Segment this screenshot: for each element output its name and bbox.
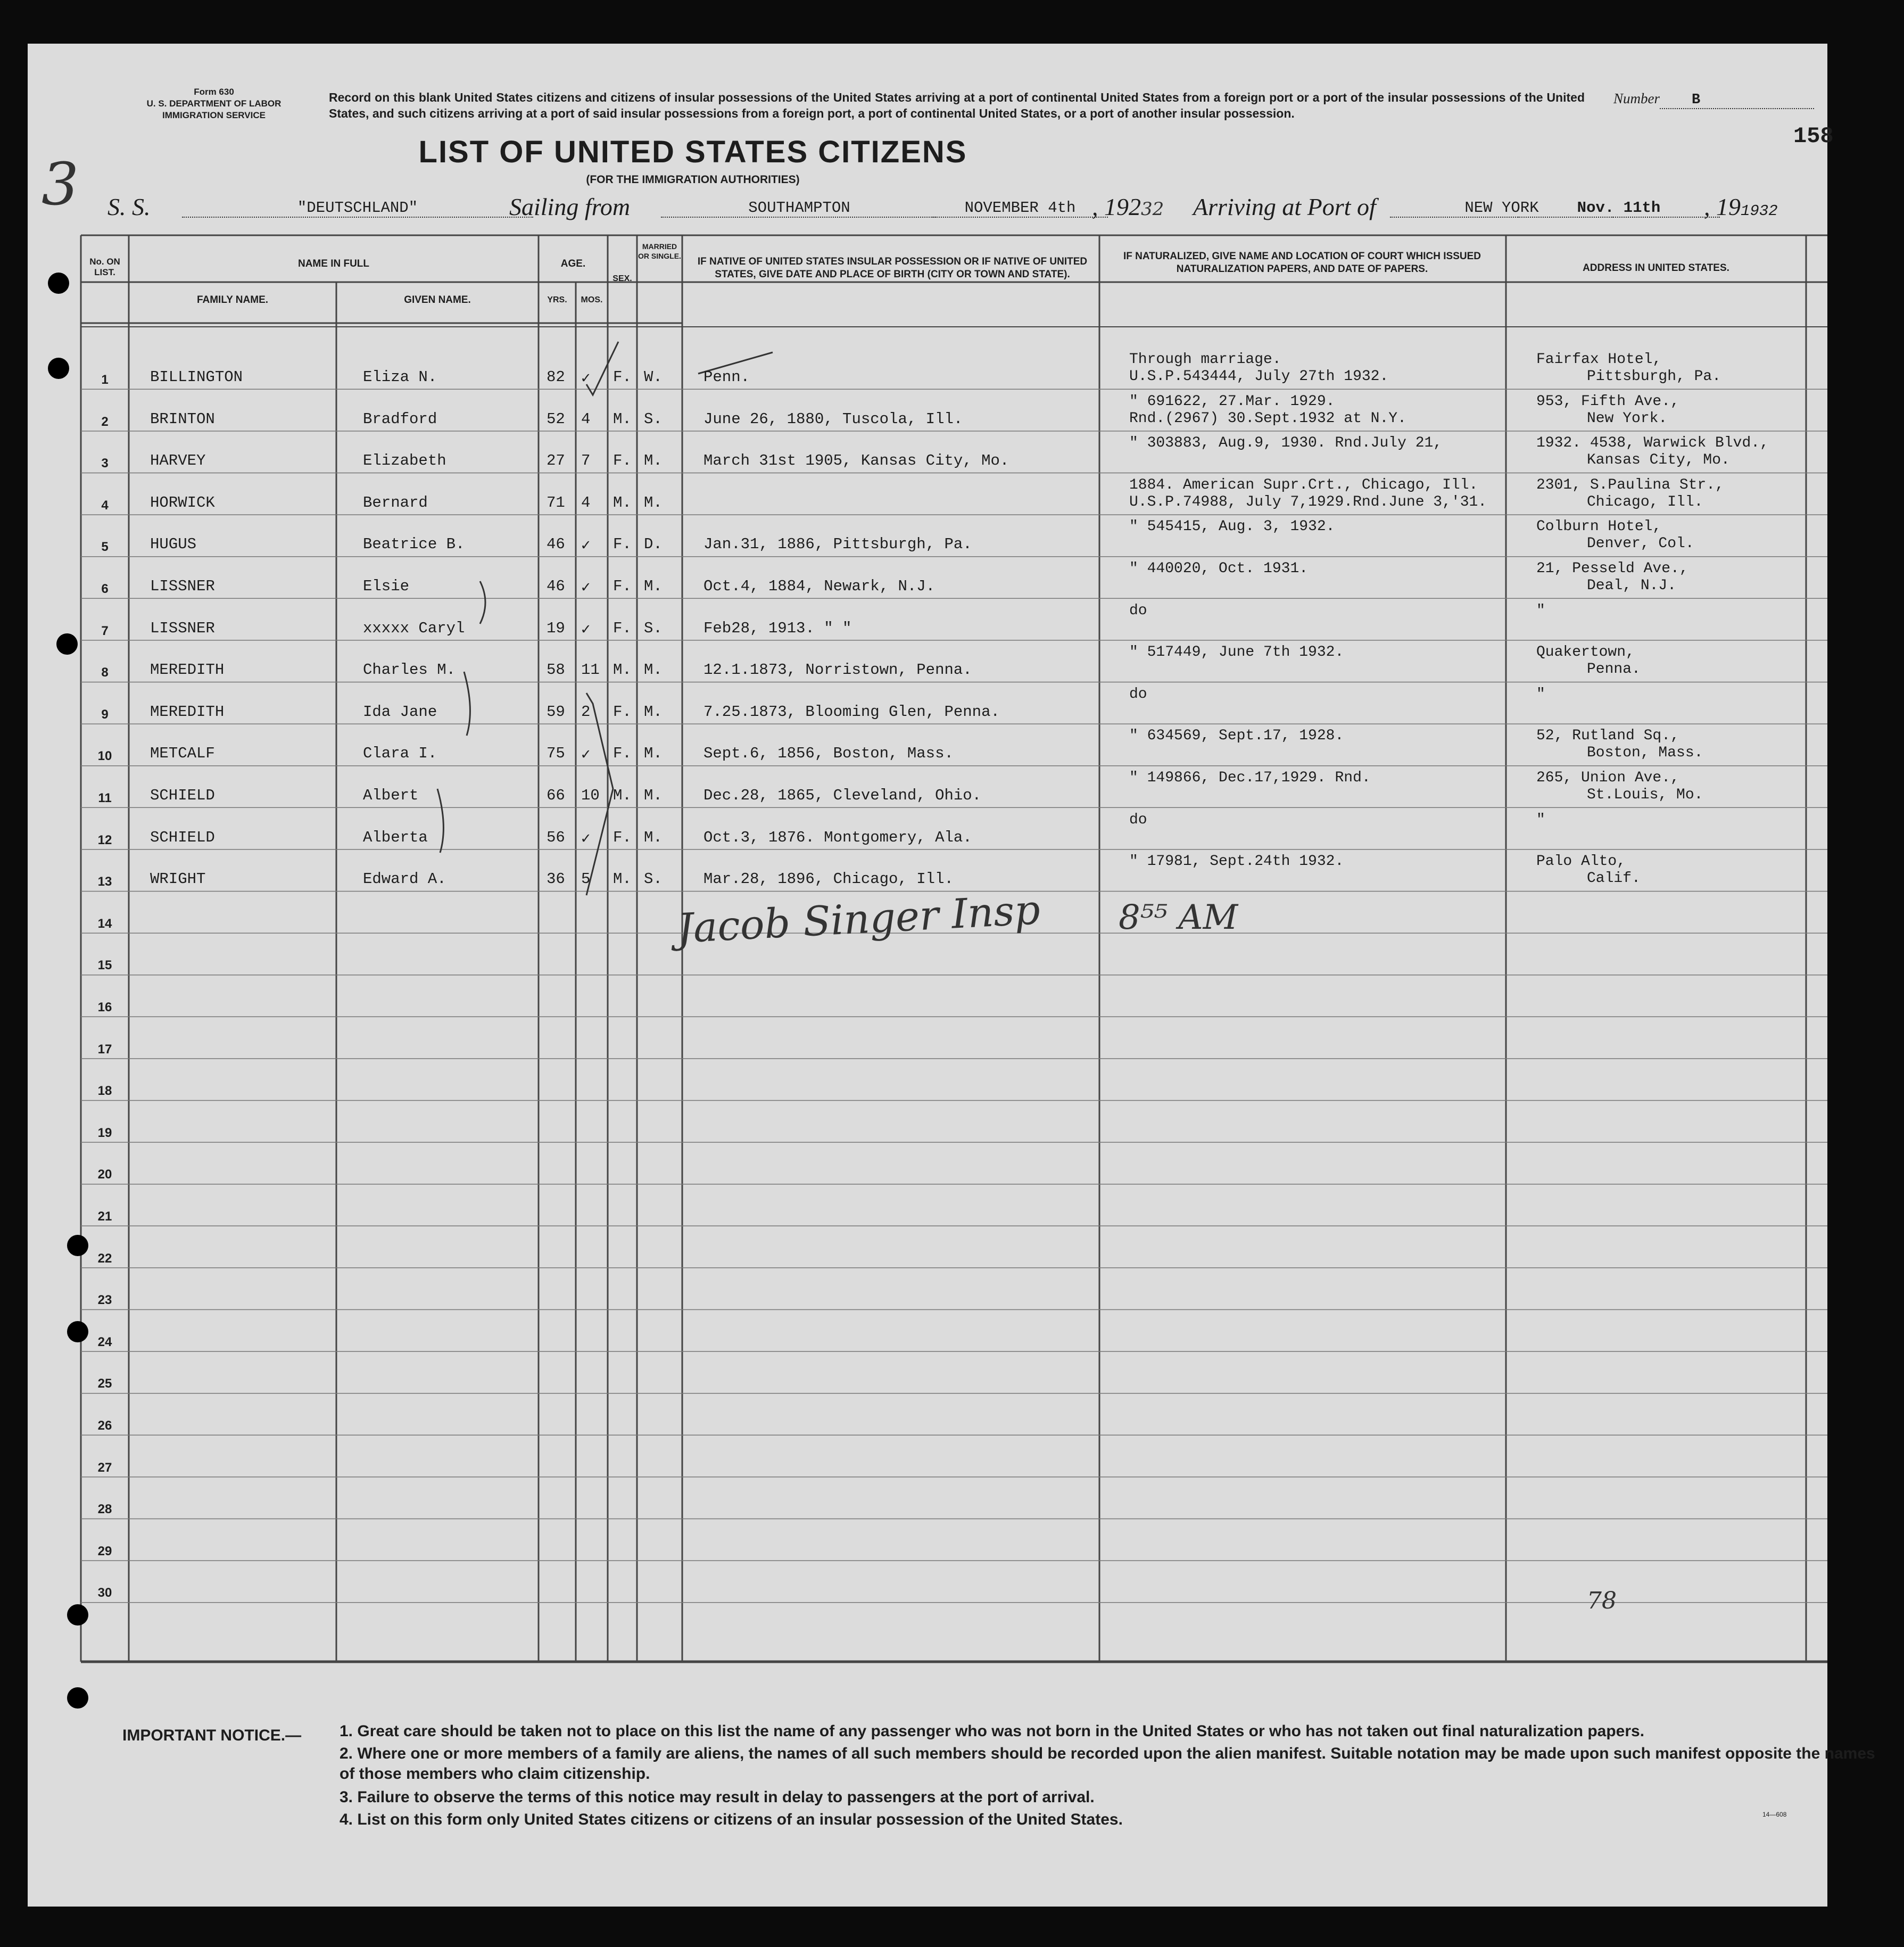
punch-hole bbox=[48, 358, 69, 379]
address-cell: Fairfax Hotel, bbox=[1536, 351, 1662, 368]
age-months-cell: 2 bbox=[581, 703, 591, 721]
form-number: Form 630 bbox=[194, 87, 234, 97]
sex-cell: M. bbox=[613, 410, 632, 428]
row-number: 13 bbox=[97, 874, 112, 889]
family-name-cell: HORWICK bbox=[150, 493, 215, 512]
arrival-port: NEW YORK bbox=[1390, 199, 1613, 218]
notice-item-4: 4. List on this form only United States citizens or citizens of an insular possession of the United States. bbox=[340, 1811, 1123, 1828]
table-grid-lines bbox=[28, 44, 1827, 1907]
row-number: 9 bbox=[101, 707, 109, 722]
address-cell: Denver, Col. bbox=[1587, 535, 1694, 552]
birth-details-cell: March 31st 1905, Kansas City, Mo. bbox=[703, 452, 1009, 470]
page-number: 158 bbox=[1793, 123, 1834, 149]
sex-cell: F. bbox=[613, 703, 632, 721]
age-years-cell: 66 bbox=[547, 787, 565, 804]
family-name-cell: SCHIELD bbox=[150, 787, 215, 804]
address-cell: " bbox=[1536, 811, 1545, 828]
marital-status-cell: M. bbox=[644, 703, 663, 721]
row-number: 25 bbox=[97, 1376, 112, 1391]
address-cell: Chicago, Ill. bbox=[1587, 493, 1703, 510]
row-number: 29 bbox=[97, 1544, 112, 1558]
address-cell: 953, Fifth Ave., bbox=[1536, 393, 1679, 410]
given-name-cell: Bradford bbox=[363, 410, 437, 428]
age-years-cell: 75 bbox=[547, 745, 565, 763]
punch-hole bbox=[67, 1687, 88, 1709]
given-name-cell: Albert bbox=[363, 787, 419, 804]
row-number: 30 bbox=[97, 1586, 112, 1600]
address-cell: 21, Pesseld Ave., bbox=[1536, 560, 1688, 577]
address-cell: Kansas City, Mo. bbox=[1587, 452, 1730, 469]
age-years-cell: 71 bbox=[547, 493, 565, 512]
row-number: 20 bbox=[97, 1167, 112, 1182]
punch-hole bbox=[67, 1235, 88, 1256]
address-cell: St.Louis, Mo. bbox=[1587, 787, 1703, 803]
age-months-cell: 10 bbox=[581, 787, 600, 804]
age-months-cell: ✓ bbox=[581, 537, 591, 555]
service-name: IMMIGRATION SERVICE bbox=[162, 110, 266, 120]
address-cell: 52, Rutland Sq., bbox=[1536, 728, 1679, 745]
arrival-year-suffix: 1932 bbox=[1741, 202, 1778, 220]
sex-cell: M. bbox=[613, 493, 632, 512]
arrival-year-prefix: , 19 bbox=[1704, 193, 1741, 220]
punch-hole bbox=[48, 273, 69, 294]
address-cell: Palo Alto, bbox=[1536, 853, 1626, 870]
row-number: 3 bbox=[101, 456, 109, 471]
row-number: 22 bbox=[97, 1251, 112, 1266]
address-cell: Deal, N.J. bbox=[1587, 578, 1677, 594]
birth-details-cell: Jan.31, 1886, Pittsburgh, Pa. bbox=[703, 535, 972, 554]
address-cell: New York. bbox=[1587, 410, 1668, 427]
address-cell: " bbox=[1536, 686, 1545, 703]
address-cell: Quakertown, bbox=[1536, 644, 1635, 661]
inspection-time: 8⁵⁵ AM bbox=[1119, 898, 1238, 937]
marital-status-cell: M. bbox=[644, 661, 663, 679]
given-name-cell: Bernard bbox=[363, 493, 428, 512]
address-cell: Boston, Mass. bbox=[1587, 745, 1703, 762]
family-name-cell: LISSNER bbox=[150, 578, 215, 595]
departure-year-prefix: , 192 bbox=[1092, 193, 1141, 220]
birth-details-cell: Oct.4, 1884, Newark, N.J. bbox=[703, 578, 936, 595]
birth-details-cell: Oct.3, 1876. Montgomery, Ala. bbox=[703, 828, 972, 846]
age-years-cell: 56 bbox=[547, 828, 565, 846]
row-number: 2 bbox=[101, 414, 109, 429]
row-number: 7 bbox=[101, 623, 109, 638]
naturalization-cell: " 149866, Dec.17,1929. Rnd. bbox=[1129, 770, 1371, 786]
family-name-cell: HARVEY bbox=[150, 452, 206, 470]
row-number: 1 bbox=[101, 373, 109, 387]
given-name-cell: xxxxx Caryl bbox=[363, 619, 465, 637]
marital-status-cell: M. bbox=[644, 828, 663, 846]
birth-details-cell: 12.1.1873, Norristown, Penna. bbox=[703, 661, 972, 679]
row-number: 26 bbox=[97, 1418, 112, 1433]
form-code: 14—608 bbox=[1762, 1811, 1787, 1818]
naturalization-cell: do bbox=[1129, 602, 1147, 619]
punch-hole bbox=[56, 633, 78, 655]
arrival-date: Nov. 11th bbox=[1518, 199, 1720, 218]
header-address: ADDRESS IN UNITED STATES. bbox=[1583, 262, 1729, 274]
row-number: 12 bbox=[97, 832, 112, 847]
age-months-cell: ✓ bbox=[581, 621, 591, 639]
age-years-cell: 19 bbox=[547, 619, 565, 637]
age-years-cell: 46 bbox=[547, 535, 565, 554]
sex-cell: M. bbox=[613, 787, 632, 804]
naturalization-cell: " 691622, 27.Mar. 1929. bbox=[1129, 393, 1335, 410]
row-number: 16 bbox=[97, 1000, 112, 1014]
sex-cell: M. bbox=[613, 661, 632, 679]
sex-cell: F. bbox=[613, 578, 632, 595]
marital-status-cell: S. bbox=[644, 619, 663, 637]
naturalization-cell: " 545415, Aug. 3, 1932. bbox=[1129, 518, 1335, 535]
sex-cell: M. bbox=[613, 870, 632, 888]
given-name-cell: Elizabeth bbox=[363, 452, 446, 470]
address-cell: 265, Union Ave., bbox=[1536, 770, 1679, 786]
family-name-cell: METCALF bbox=[150, 745, 215, 763]
notice-item-1: 1. Great care should be taken not to place on this list the name of any passenger who was not born in the United States or who has not taken out final naturalization papers. bbox=[340, 1722, 1645, 1740]
inspector-signature: Jacob Singer Insp bbox=[676, 886, 1041, 952]
given-name-cell: Edward A. bbox=[363, 870, 446, 888]
punch-hole bbox=[67, 1604, 88, 1626]
naturalization-cell: U.S.P.74988, July 7,1929.Rnd.June 3,'31. bbox=[1129, 493, 1487, 510]
sex-cell: F. bbox=[613, 828, 632, 846]
header-name-in-full: NAME IN FULL bbox=[297, 258, 370, 269]
family-name-cell: BILLINGTON bbox=[150, 368, 243, 386]
naturalization-cell: " 17981, Sept.24th 1932. bbox=[1129, 853, 1344, 870]
row-number: 5 bbox=[101, 540, 109, 555]
family-name-cell: MEREDITH bbox=[150, 661, 225, 679]
given-name-cell: Elsie bbox=[363, 578, 410, 595]
departure-date: NOVEMBER 4th bbox=[932, 199, 1108, 218]
marital-status-cell: M. bbox=[644, 493, 663, 512]
header-birth-details: IF NATIVE OF UNITED STATES INSULAR POSSESSION OR IF NATIVE OF UNITED STATES, GIVE DATE AND PLACE OF BIRTH (CITY OR TOWN AND STATE). bbox=[697, 256, 1088, 280]
manifest-page bbox=[28, 44, 1875, 1907]
arriving-label: Arriving at Port of bbox=[1193, 193, 1376, 220]
marital-status-cell: M. bbox=[644, 745, 663, 763]
header-marital-status: MARRIED OR SINGLE. bbox=[638, 242, 681, 260]
ship-label: S. S. bbox=[107, 193, 151, 220]
marital-status-cell: D. bbox=[644, 535, 663, 554]
row-number: 4 bbox=[101, 498, 109, 513]
birth-details-cell: Penn. bbox=[703, 368, 750, 386]
given-name-cell: Ida Jane bbox=[363, 703, 437, 721]
address-cell: Colburn Hotel, bbox=[1536, 518, 1662, 535]
naturalization-cell: Rnd.(2967) 30.Sept.1932 at N.Y. bbox=[1129, 410, 1406, 427]
row-number: 18 bbox=[97, 1084, 112, 1099]
age-years-cell: 46 bbox=[547, 578, 565, 595]
naturalization-cell: " 440020, Oct. 1931. bbox=[1129, 560, 1309, 577]
department-name: U. S. DEPARTMENT OF LABOR bbox=[146, 98, 282, 109]
row-number: 14 bbox=[97, 916, 112, 931]
birth-details-cell: Feb28, 1913. " " bbox=[703, 619, 852, 637]
departure-year-suffix: 32 bbox=[1141, 199, 1164, 220]
sex-cell: F. bbox=[613, 745, 632, 763]
age-months-cell: 11 bbox=[581, 661, 600, 679]
row-number: 8 bbox=[101, 665, 109, 680]
row-number: 24 bbox=[97, 1334, 112, 1349]
marital-status-cell: W. bbox=[644, 368, 663, 386]
punch-hole bbox=[67, 1321, 88, 1342]
address-cell: Calif. bbox=[1587, 870, 1641, 887]
age-months-cell: 4 bbox=[581, 410, 591, 428]
naturalization-cell: 1884. American Supr.Crt., Chicago, Ill. bbox=[1129, 476, 1478, 493]
marital-status-cell: M. bbox=[644, 787, 663, 804]
header-years: YRS. bbox=[547, 295, 567, 304]
age-years-cell: 36 bbox=[547, 870, 565, 888]
page-subtitle: (FOR THE IMMIGRATION AUTHORITIES) bbox=[586, 174, 800, 186]
header-list-number: No. ON LIST. bbox=[89, 257, 120, 277]
header-months: MOS. bbox=[581, 295, 603, 304]
sex-cell: F. bbox=[613, 452, 632, 470]
birth-details-cell: June 26, 1880, Tuscola, Ill. bbox=[703, 410, 963, 428]
naturalization-cell: Through marriage. bbox=[1129, 351, 1281, 368]
sex-cell: F. bbox=[613, 535, 632, 554]
page-title: LIST OF UNITED STATES CITIZENS bbox=[418, 135, 967, 169]
age-months-cell: 4 bbox=[581, 493, 591, 512]
age-months-cell: ✓ bbox=[581, 746, 591, 764]
list-number-label: Number bbox=[1613, 90, 1660, 106]
age-months-cell: 5 bbox=[581, 870, 591, 888]
header-given-name: GIVEN NAME. bbox=[404, 294, 471, 306]
family-name-cell: HUGUS bbox=[150, 535, 197, 554]
marital-status-cell: S. bbox=[644, 870, 663, 888]
naturalization-cell: do bbox=[1129, 686, 1147, 703]
age-years-cell: 82 bbox=[547, 368, 565, 386]
sailing-from-label: Sailing from bbox=[509, 193, 631, 220]
header-family-name: FAMILY NAME. bbox=[196, 294, 269, 306]
header-sex: SEX. bbox=[612, 274, 632, 283]
family-name-cell: WRIGHT bbox=[150, 870, 206, 888]
birth-details-cell: Sept.6, 1856, Boston, Mass. bbox=[703, 745, 954, 763]
row-number: 11 bbox=[98, 791, 112, 805]
given-name-cell: Beatrice B. bbox=[363, 535, 465, 554]
row-number: 28 bbox=[97, 1502, 112, 1517]
naturalization-cell: " 517449, June 7th 1932. bbox=[1129, 644, 1344, 661]
notice-item-3: 3. Failure to observe the terms of this notice may result in delay to passengers at the port of arrival. bbox=[340, 1788, 1095, 1806]
row-number: 17 bbox=[97, 1042, 112, 1057]
age-months-cell: ✓ bbox=[581, 830, 591, 848]
family-name-cell: SCHIELD bbox=[150, 828, 215, 846]
header-age: AGE. bbox=[560, 258, 586, 269]
naturalization-cell: " 303883, Aug.9, 1930. Rnd.July 21, bbox=[1129, 435, 1443, 452]
address-cell: 2301, S.Paulina Str., bbox=[1536, 476, 1724, 493]
age-months-cell: 7 bbox=[581, 452, 591, 470]
age-years-cell: 27 bbox=[547, 452, 565, 470]
age-months-cell: ✓ bbox=[581, 370, 591, 387]
row-number: 15 bbox=[97, 958, 112, 973]
row-number: 6 bbox=[101, 582, 109, 596]
family-name-cell: LISSNER bbox=[150, 619, 215, 637]
given-name-cell: Charles M. bbox=[363, 661, 456, 679]
notice-heading: IMPORTANT NOTICE.— bbox=[122, 1727, 302, 1744]
address-cell: " bbox=[1536, 602, 1545, 619]
ship-name: "DEUTSCHLAND" bbox=[182, 199, 533, 218]
row-number: 27 bbox=[97, 1460, 112, 1475]
row-number: 21 bbox=[97, 1209, 112, 1224]
marital-status-cell: S. bbox=[644, 410, 663, 428]
handwritten-corner-mark: 3 bbox=[42, 150, 79, 218]
marital-status-cell: M. bbox=[644, 452, 663, 470]
age-months-cell: ✓ bbox=[581, 579, 591, 597]
sex-cell: F. bbox=[613, 368, 632, 386]
row-number: 23 bbox=[97, 1293, 112, 1308]
naturalization-cell: " 634569, Sept.17, 1928. bbox=[1129, 728, 1344, 745]
family-name-cell: MEREDITH bbox=[150, 703, 225, 721]
birth-details-cell: Mar.28, 1896, Chicago, Ill. bbox=[703, 870, 954, 888]
address-cell: Pittsburgh, Pa. bbox=[1587, 368, 1721, 385]
row-number: 19 bbox=[97, 1125, 112, 1140]
header-naturalization: IF NATURALIZED, GIVE NAME AND LOCATION OF COURT WHICH ISSUED NATURALIZATION PAPERS, AND DATE OF PAPERS. bbox=[1123, 251, 1481, 275]
naturalization-cell: do bbox=[1129, 811, 1147, 828]
age-years-cell: 59 bbox=[547, 703, 565, 721]
passenger-count-note: 78 bbox=[1587, 1587, 1617, 1614]
family-name-cell: BRINTON bbox=[150, 410, 215, 428]
given-name-cell: Alberta bbox=[363, 828, 428, 846]
row-number: 10 bbox=[97, 749, 112, 764]
marital-status-cell: M. bbox=[644, 578, 663, 595]
form-instructions: Record on this blank United States citizens and citizens of insular possessions of the United States arriving at a port of continental United States from a foreign port or a port of the insular possessions of the United States, and such citizens arriving at a port of said insular possessions from a foreign port, a port of continental United States, or a port of another insular possession. bbox=[329, 90, 1585, 120]
sex-cell: F. bbox=[613, 619, 632, 637]
naturalization-cell: U.S.P.543444, July 27th 1932. bbox=[1129, 368, 1389, 385]
address-cell: 1932. 4538, Warwick Blvd., bbox=[1536, 435, 1769, 452]
list-number-value: B bbox=[1660, 92, 1814, 109]
address-cell: Penna. bbox=[1587, 661, 1641, 678]
age-years-cell: 52 bbox=[547, 410, 565, 428]
departure-port: SOUTHAMPTON bbox=[661, 199, 938, 218]
birth-details-cell: Dec.28, 1865, Cleveland, Ohio. bbox=[703, 787, 982, 804]
age-years-cell: 58 bbox=[547, 661, 565, 679]
given-name-cell: Clara I. bbox=[363, 745, 437, 763]
birth-details-cell: 7.25.1873, Blooming Glen, Penna. bbox=[703, 703, 1000, 721]
given-name-cell: Eliza N. bbox=[363, 368, 437, 386]
notice-item-2: 2. Where one or more members of a family are aliens, the names of all such members should be recorded upon the alien manifest. Suitable notation may be made upon such manifest opposite the names of those members who claim citizenship. bbox=[340, 1745, 1875, 1783]
